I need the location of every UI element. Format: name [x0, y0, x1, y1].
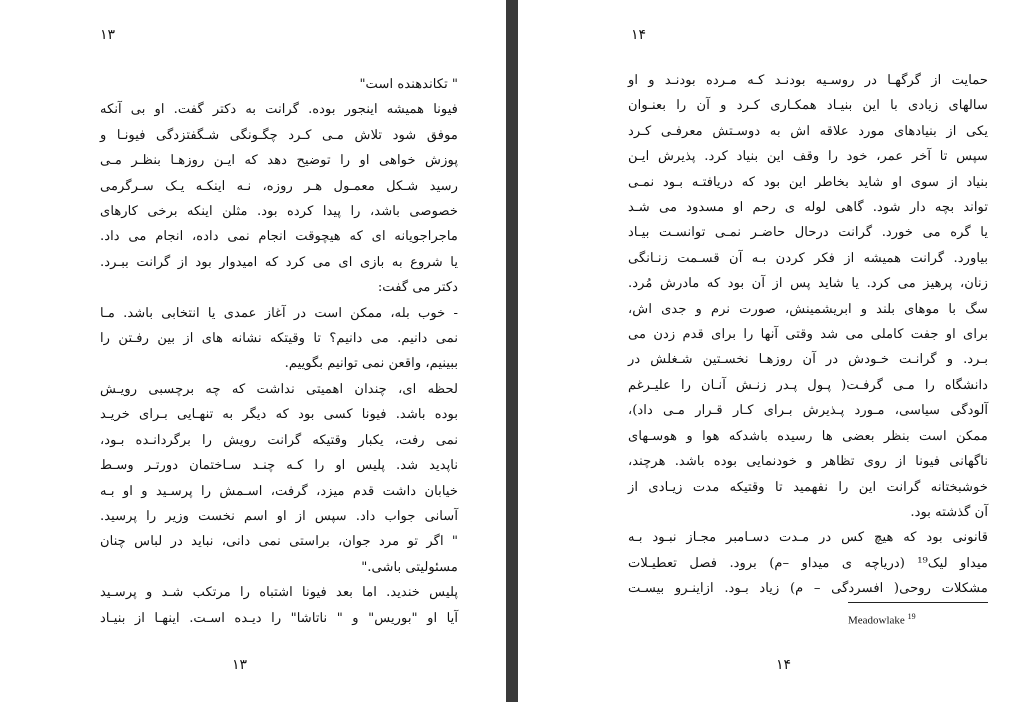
text-line: یکی از بنیادهای مورد علاقه اش به دوسـتش معرفـی کـرد — [628, 123, 988, 139]
text-line: زنان، پرهیز می کرد. یا شاید پس از آن بود که مادرش مُرد. — [628, 276, 988, 292]
page-number-top: ۱۳ — [100, 27, 116, 43]
text-line: حمایت از گرگهـا در روسـیه بودنـد کـه مـرده بودنـد و او — [628, 73, 988, 88]
footnote-rule — [848, 602, 988, 603]
left-page — [0, 0, 506, 702]
text-line: آیا او "بوریس" و " ناتاشا" را دیـده اسـت. اینهـا از بنیـاد — [100, 610, 458, 626]
text-line: دکتر می گفت: — [377, 280, 458, 296]
text-line: دانشگاه را مـی گرفـت( پـول پـدر زنـش آنـان را علیـرغم — [628, 377, 988, 393]
text-line: آسانی جواب داد. سپس از او اسم نخست وزیر را پرسید. — [100, 508, 458, 524]
right-page — [518, 0, 1024, 702]
text-line: خیابان داشت قدم میزد، گرفت، اسـمش را پرسـید و او بـه — [100, 483, 458, 499]
text-line: یا شروع به بازی ای می کرد که امیدوار بود از گرانت ببـرد. — [100, 254, 458, 270]
text-line: لحظه ای، چندان اهمیتی نداشت که چه برچسبی رویـش — [100, 381, 458, 397]
text-line: تواند بچه دار شود. گاهی لوله ی رحم او مسدود می شـد — [628, 200, 988, 216]
text-line: سپس تا آخر عمر، خود را وقف این بنیاد کرد. پذیرش ایـن — [628, 149, 988, 165]
text-line: - خوب بله، ممکن است در آغاز عمدی یا انتخابی باشد. مـا — [100, 305, 458, 321]
text-line: فیونا همیشه اینجور بوده. گرانت به دکتر گفت. او بی آنکه — [100, 102, 458, 118]
page-number-top: ۱۴ — [631, 27, 647, 43]
text-line: " اگر تو مرد جوان، براستی نمی دانی، نباید در لباس چنان — [100, 534, 458, 550]
text-line: موفق شود تلاش مـی کـرد چگـونگی شـگفتزدگی فیونـا و — [100, 127, 458, 143]
text-line: سالهای زیادی با این بنیـاد همکـاری کـرد و آن را بعنـوان — [628, 98, 988, 114]
page-number-bottom: ۱۴ — [776, 657, 792, 673]
text-line: مسئولیتی باشی." — [361, 559, 458, 575]
text-line: نمی دانیم. می دانیم؟ تا وقیتکه نشانه های از بین رفـتن را — [100, 331, 458, 347]
text-line: برای او جفت کاملی می شد وقتی آنها را برای قدم زدن می — [628, 327, 988, 343]
text-line: بـرد. و گرانـت خـودش در آن روزهـا نخسـتین شـغلش در — [628, 352, 988, 368]
text-line: نمی رفت، یکبار وقتیکه گرانت رویش را برگردانـده بـود، — [100, 432, 458, 448]
text-line: میداو لیک¹⁹ (دریاچه ی میداو –م) برود. فصل تعطیـلات — [628, 555, 988, 571]
text-line: ناگهانی فیونا از روی تظاهر و خودنمایی بوده باشد. هرچند، — [628, 454, 988, 470]
page-body-text — [100, 72, 458, 631]
text-line: پلیس خندید. اما بعد فیونا اشتباه را مرتکب شـد و پرسـید — [100, 585, 458, 601]
page-body-text — [628, 68, 988, 602]
text-line: خوشبختانه گرانت این را نفهمید تا وقتیکه مدت زیـادی از — [628, 479, 988, 495]
text-line: یا گره می خورد. گرانت درحال حاضـر نمـی توانسـت بیـاد — [628, 225, 988, 241]
text-line: ببینیم، واقعن نمی توانیم بگوییم. — [284, 356, 458, 372]
text-line: خصوصی باشد، را پیدا کرده بود. مثلن اینکه برخی کارهای — [100, 204, 458, 220]
text-line: ناپدید شد. پلیس او را کـه چنـد سـاختمان دورتـر وسـط — [100, 458, 458, 474]
text-line: " تکاندهنده است" — [359, 77, 458, 92]
text-line: پوزش خواهی او را توضیح دهد که ایـن روزهـا بنظـر مـی — [100, 153, 458, 169]
footnote — [848, 612, 988, 627]
text-line: ماجراجویانه ای که هیچوقت انجام نمی داده، انجام می داد. — [100, 229, 458, 245]
footnote-text: Meadowlake — [848, 614, 905, 627]
page-gutter — [506, 0, 518, 702]
text-line: آلودگی سیاسی، مـورد پـذیرش بـرای کـار قـرار مـی داد)، — [628, 403, 988, 419]
text-line: آن گذشته بود. — [910, 504, 988, 520]
text-line: سگ با موهای بلند و ابریشمینش، صورت نرم و جدی اش، — [628, 301, 988, 317]
text-line: ممکن است بنظر بعضی ها رسیده باشدکه هوا و هوسـهای — [628, 428, 988, 444]
text-line: بیاورد. گرانت همیشه از فکر کردن بـه آن قسـمت زنـانگی — [628, 250, 988, 266]
text-line: بوده باشد. فیونا کسی بود که دیگر به تنهـایی بـرای خریـد — [100, 407, 458, 423]
text-line: بنیاد از سوی او شاید بخاطر این بود که دریافتـه بـود نمـی — [628, 174, 988, 190]
text-line: قانونی بود که هیچ کس در مـدت دسـامبر مجـاز نبـود بـه — [628, 530, 988, 546]
footnote-marker: 19 — [907, 612, 916, 621]
text-line: مشکلات روحی( افسردگی – م) زیاد بـود. ازاینـرو بیسـت — [628, 581, 988, 597]
page-number-bottom: ۱۳ — [232, 657, 248, 673]
text-line: رسید شـکل معمـول هـر روزه، نـه اینکـه یـک سـرگرمی — [100, 178, 458, 194]
